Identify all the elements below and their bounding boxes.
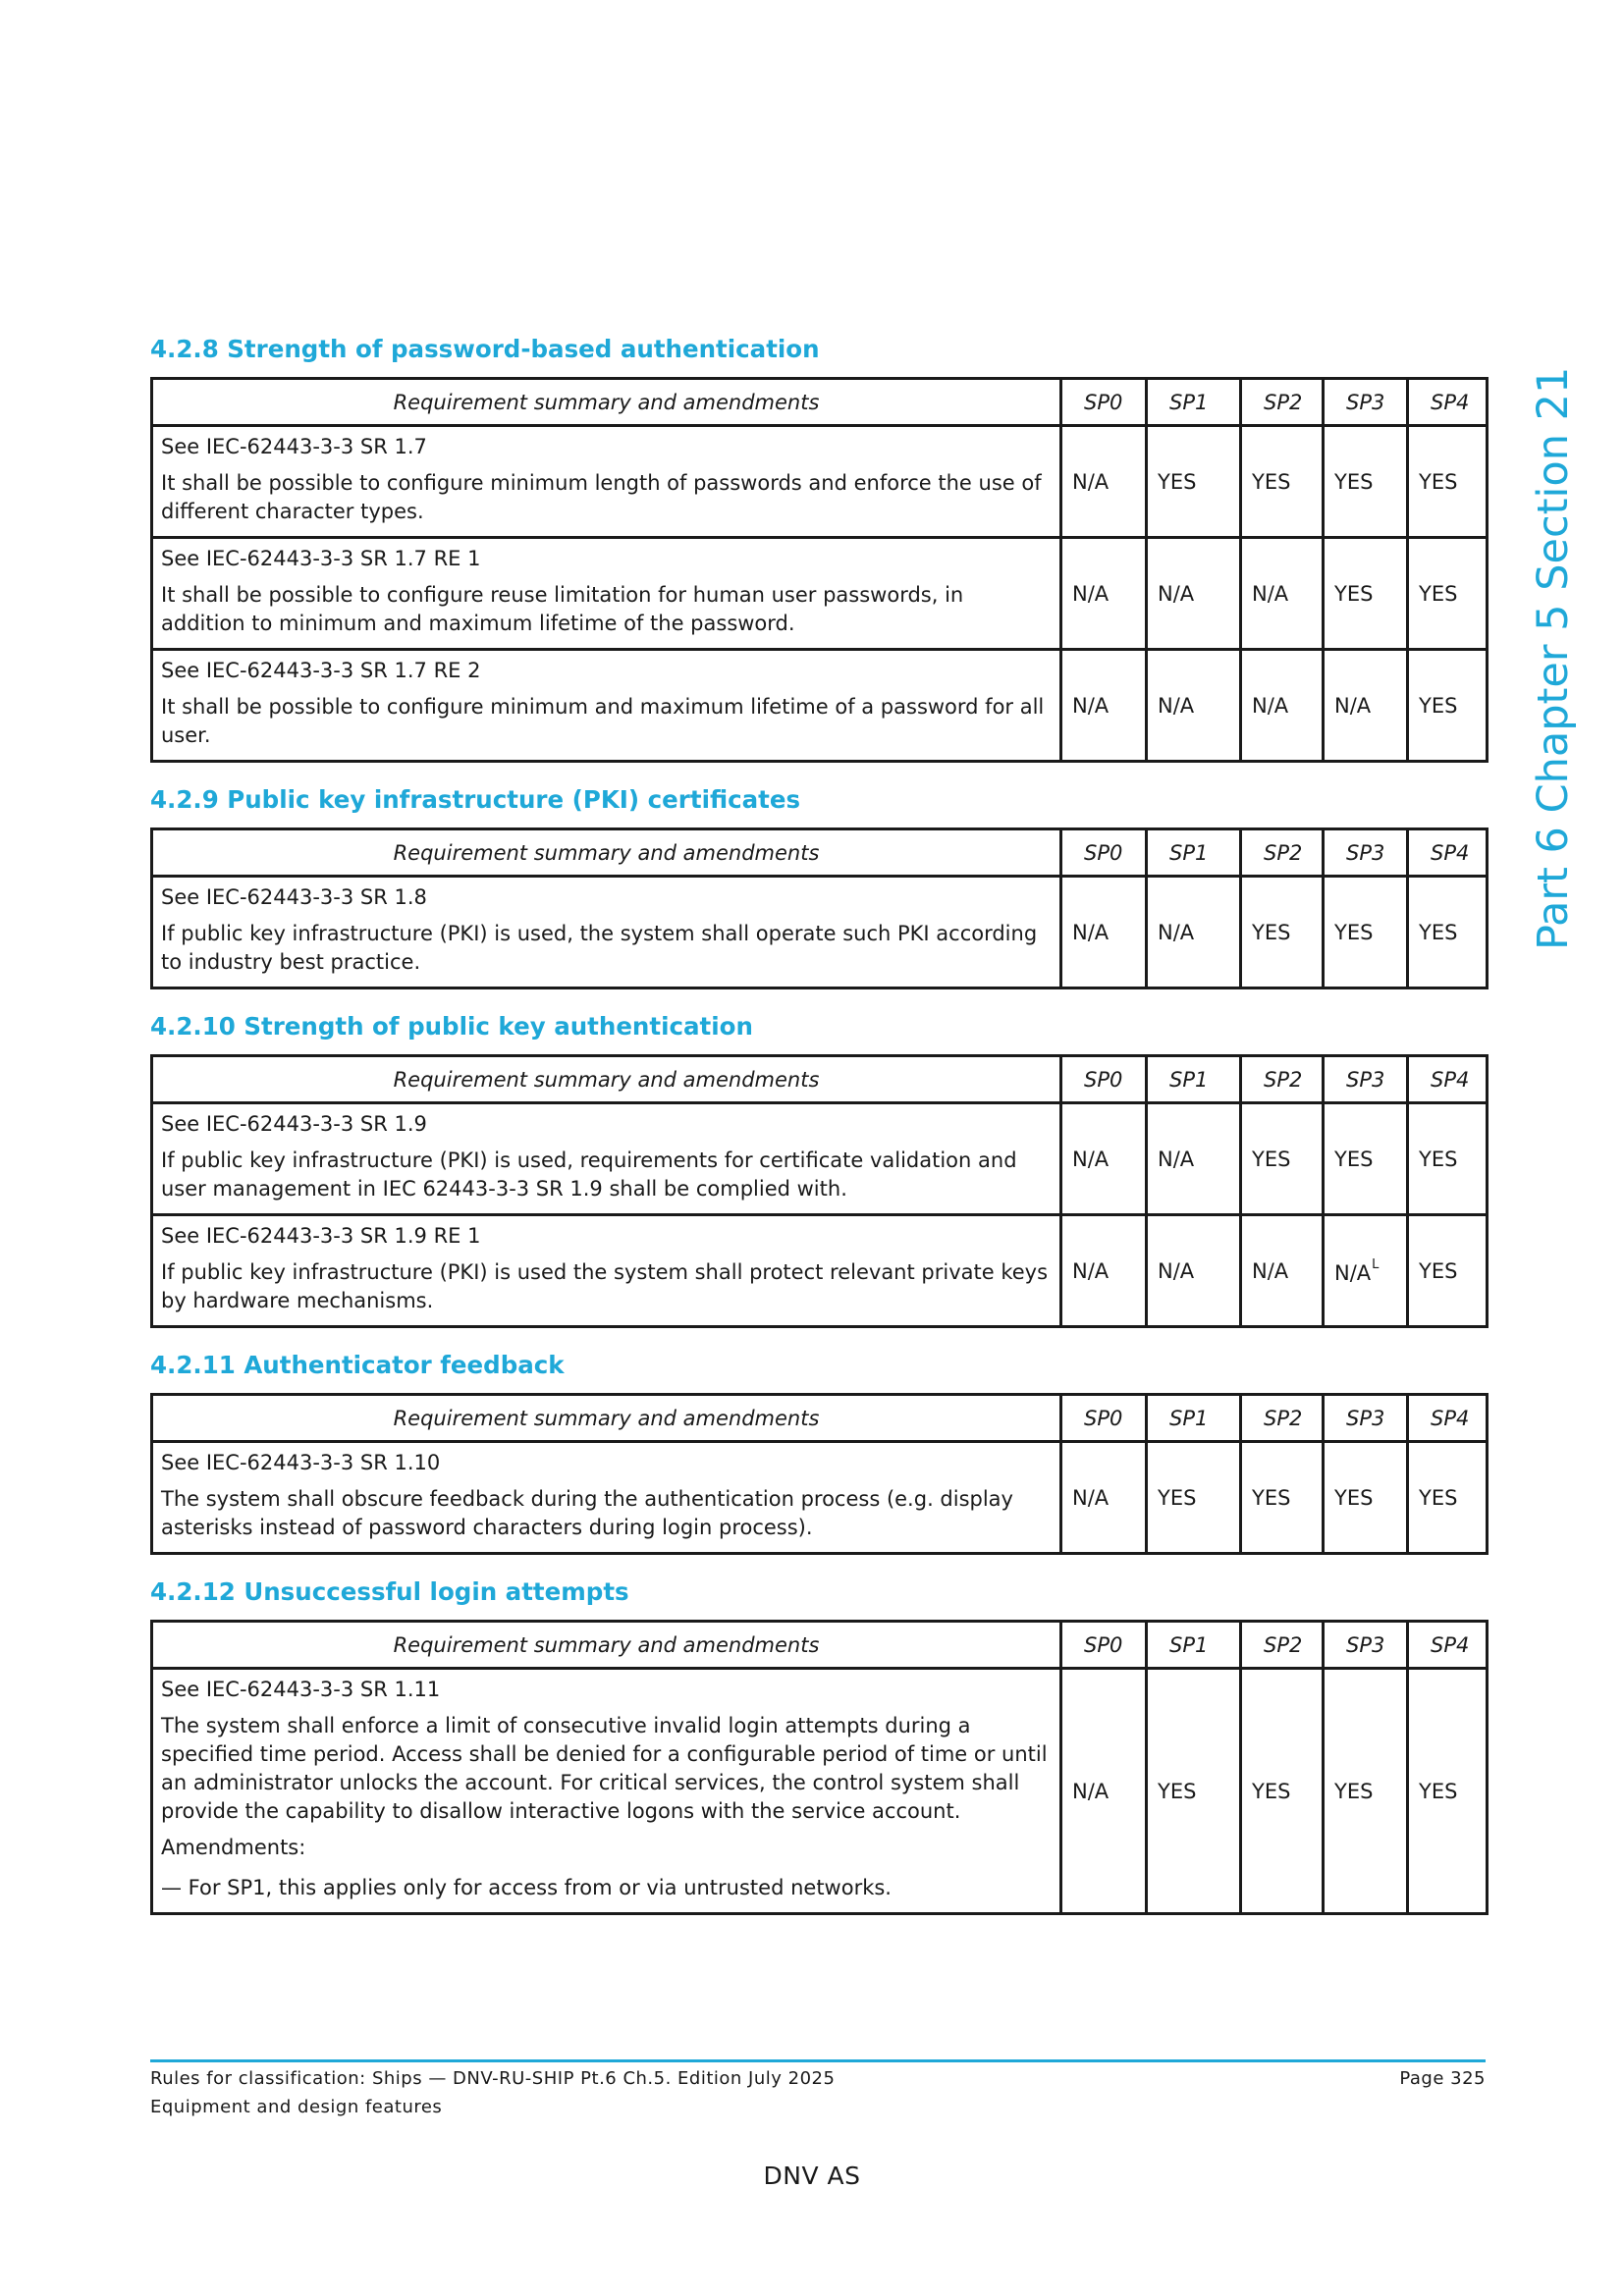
header-requirement: Requirement summary and amendments <box>152 1622 1061 1669</box>
value-sp1: N/A <box>1147 1215 1241 1327</box>
value-sp0: N/A <box>1061 1215 1147 1327</box>
requirement-text: It shall be possible to configure minimum length of passwords and enforce the use of different character types. <box>161 471 1042 523</box>
header-sp0: SP0 <box>1061 1622 1147 1669</box>
value-sp0: N/A <box>1061 650 1147 762</box>
value-sp1: N/A <box>1147 650 1241 762</box>
table-header-row <box>152 1056 1488 1103</box>
header-requirement: Requirement summary and amendments <box>152 1056 1061 1103</box>
requirement-reference: See IEC-62443-3-3 SR 1.10 <box>161 1451 441 1474</box>
header-sp1: SP1 <box>1147 379 1241 426</box>
header-sp2: SP2 <box>1241 829 1324 877</box>
header-sp4: SP4 <box>1408 1056 1488 1103</box>
header-sp4: SP4 <box>1408 829 1488 877</box>
requirement-text: If public key infrastructure (PKI) is used, requirements for certificate validation and user management in IEC 62443-3-3 SR 1.9 shall be complied with. <box>161 1148 1017 1201</box>
table-header-row <box>152 379 1488 426</box>
requirement-reference: See IEC-62443-3-3 SR 1.7 <box>161 435 427 458</box>
table-header-row <box>152 829 1488 877</box>
table-row <box>152 1215 1488 1327</box>
requirements-table-4-2-8 <box>150 377 1489 763</box>
requirement-cell <box>152 1442 1061 1554</box>
value-sp0: N/A <box>1061 1669 1147 1914</box>
requirement-text: It shall be possible to configure minimum and maximum lifetime of a password for all user. <box>161 695 1045 747</box>
header-sp4: SP4 <box>1408 379 1488 426</box>
value-sp4: YES <box>1408 1669 1488 1914</box>
requirement-cell <box>152 1215 1061 1327</box>
value-sp0: N/A <box>1061 426 1147 538</box>
header-sp0: SP0 <box>1061 379 1147 426</box>
requirement-reference: See IEC-62443-3-3 SR 1.7 RE 2 <box>161 659 481 682</box>
value-sp4: YES <box>1408 426 1488 538</box>
header-sp3: SP3 <box>1324 1056 1408 1103</box>
amendment-item: — For SP1, this applies only for access from or via untrusted networks. <box>161 1876 892 1899</box>
value-sp3 <box>1324 1215 1408 1327</box>
value-sp4: YES <box>1408 1442 1488 1554</box>
header-sp4: SP4 <box>1408 1622 1488 1669</box>
header-sp0: SP0 <box>1061 829 1147 877</box>
table-header-row <box>152 1395 1488 1442</box>
table-row <box>152 1669 1488 1914</box>
value-sp0: N/A <box>1061 877 1147 988</box>
footer-divider <box>150 2059 1486 2062</box>
requirement-text: If public key infrastructure (PKI) is used, the system shall operate such PKI according to industry best practice. <box>161 922 1038 974</box>
header-requirement: Requirement summary and amendments <box>152 379 1061 426</box>
header-sp1: SP1 <box>1147 1622 1241 1669</box>
requirement-cell <box>152 426 1061 538</box>
section-heading-4-2-8: 4.2.8 Strength of password-based authentication <box>150 335 820 363</box>
requirement-text: It shall be possible to configure reuse limitation for human user passwords, in addition to minimum and maximum lifetime of the password. <box>161 583 964 635</box>
section-heading-4-2-10: 4.2.10 Strength of public key authentication <box>150 1012 753 1041</box>
requirement-cell <box>152 1103 1061 1215</box>
table-row <box>152 426 1488 538</box>
value-sp2: YES <box>1241 426 1324 538</box>
value-sp0: N/A <box>1061 1442 1147 1554</box>
header-sp2: SP2 <box>1241 1395 1324 1442</box>
header-sp2: SP2 <box>1241 1056 1324 1103</box>
value-sp3: YES <box>1324 426 1408 538</box>
value-sp0: N/A <box>1061 538 1147 650</box>
header-sp3: SP3 <box>1324 1622 1408 1669</box>
value-sp2: YES <box>1241 1103 1324 1215</box>
header-requirement: Requirement summary and amendments <box>152 829 1061 877</box>
requirement-text: The system shall obscure feedback during the authentication process (e.g. display asterisks instead of password characters during login process). <box>161 1487 1013 1539</box>
header-sp3: SP3 <box>1324 829 1408 877</box>
requirement-text: If public key infrastructure (PKI) is used the system shall protect relevant private keys by hardware mechanisms. <box>161 1260 1049 1312</box>
table-row <box>152 538 1488 650</box>
value-sp3: YES <box>1324 1442 1408 1554</box>
value-sp2: YES <box>1241 1442 1324 1554</box>
value-sp0: N/A <box>1061 1103 1147 1215</box>
value-sp4: YES <box>1408 650 1488 762</box>
value-sp1: N/A <box>1147 1103 1241 1215</box>
value-sp1: YES <box>1147 1669 1241 1914</box>
requirement-text: The system shall enforce a limit of consecutive invalid login attempts during a specified time period. Access shall be denied for a configurable period of time or until an administrator unlocks the account. For critical services, the control system shall provide the capability to disallow interactive logons with the service account. <box>161 1714 1048 1823</box>
value-sp1: YES <box>1147 1442 1241 1554</box>
company-name: DNV AS <box>763 2162 861 2190</box>
requirement-cell <box>152 538 1061 650</box>
value-sp4: YES <box>1408 1215 1488 1327</box>
document-body <box>150 332 1486 1935</box>
value-sp3: YES <box>1324 877 1408 988</box>
value-sp2: YES <box>1241 877 1324 988</box>
header-sp2: SP2 <box>1241 379 1324 426</box>
table-row <box>152 1103 1488 1215</box>
requirement-reference: See IEC-62443-3-3 SR 1.9 <box>161 1112 427 1136</box>
section-heading-4-2-12: 4.2.12 Unsuccessful login attempts <box>150 1577 629 1606</box>
table-row <box>152 1442 1488 1554</box>
header-sp0: SP0 <box>1061 1395 1147 1442</box>
value-sp1: YES <box>1147 426 1241 538</box>
header-sp0: SP0 <box>1061 1056 1147 1103</box>
section-heading-4-2-9: 4.2.9 Public key infrastructure (PKI) certificates <box>150 785 801 814</box>
table-row <box>152 650 1488 762</box>
value-sp2: N/A <box>1241 1215 1324 1327</box>
value-sp3: N/A <box>1324 650 1408 762</box>
header-sp3: SP3 <box>1324 379 1408 426</box>
requirements-table-4-2-9 <box>150 828 1489 989</box>
header-sp1: SP1 <box>1147 1395 1241 1442</box>
requirement-reference: See IEC-62443-3-3 SR 1.11 <box>161 1678 441 1701</box>
header-sp1: SP1 <box>1147 829 1241 877</box>
requirements-table-4-2-12 <box>150 1620 1489 1915</box>
requirements-table-4-2-10 <box>150 1054 1489 1328</box>
header-sp3: SP3 <box>1324 1395 1408 1442</box>
header-sp2: SP2 <box>1241 1622 1324 1669</box>
value-sp3: YES <box>1324 1103 1408 1215</box>
requirement-reference: See IEC-62443-3-3 SR 1.8 <box>161 885 427 909</box>
value-sp3-text: N/A <box>1334 1260 1372 1285</box>
value-sp2: N/A <box>1241 650 1324 762</box>
value-sp4: YES <box>1408 877 1488 988</box>
footer-subtitle: Equipment and design features <box>150 2097 443 2117</box>
section-heading-4-2-11: 4.2.11 Authenticator feedback <box>150 1351 565 1379</box>
footer-rules-title: Rules for classification: Ships — DNV-RU-SHIP Pt.6 Ch.5. Edition July 2025 <box>150 2068 836 2089</box>
requirement-reference: See IEC-62443-3-3 SR 1.7 RE 1 <box>161 547 481 570</box>
requirements-table-4-2-11 <box>150 1393 1489 1555</box>
requirement-reference: See IEC-62443-3-3 SR 1.9 RE 1 <box>161 1224 481 1248</box>
table-header-row <box>152 1622 1488 1669</box>
requirement-cell <box>152 877 1061 988</box>
header-requirement: Requirement summary and amendments <box>152 1395 1061 1442</box>
page-number: Page 325 <box>1399 2068 1486 2089</box>
value-sp2: N/A <box>1241 538 1324 650</box>
footnote-superscript: L <box>1372 1256 1380 1272</box>
value-sp1: N/A <box>1147 538 1241 650</box>
table-row <box>152 877 1488 988</box>
value-sp1: N/A <box>1147 877 1241 988</box>
header-sp4: SP4 <box>1408 1395 1488 1442</box>
amendments-label: Amendments: <box>161 1836 306 1859</box>
header-sp1: SP1 <box>1147 1056 1241 1103</box>
value-sp3: YES <box>1324 1669 1408 1914</box>
requirement-cell <box>152 1669 1061 1914</box>
part-chapter-section-title: Part 6 Chapter 5 Section 21 <box>1529 366 1578 950</box>
value-sp2: YES <box>1241 1669 1324 1914</box>
requirement-cell <box>152 650 1061 762</box>
value-sp4: YES <box>1408 538 1488 650</box>
value-sp3: YES <box>1324 538 1408 650</box>
value-sp4: YES <box>1408 1103 1488 1215</box>
